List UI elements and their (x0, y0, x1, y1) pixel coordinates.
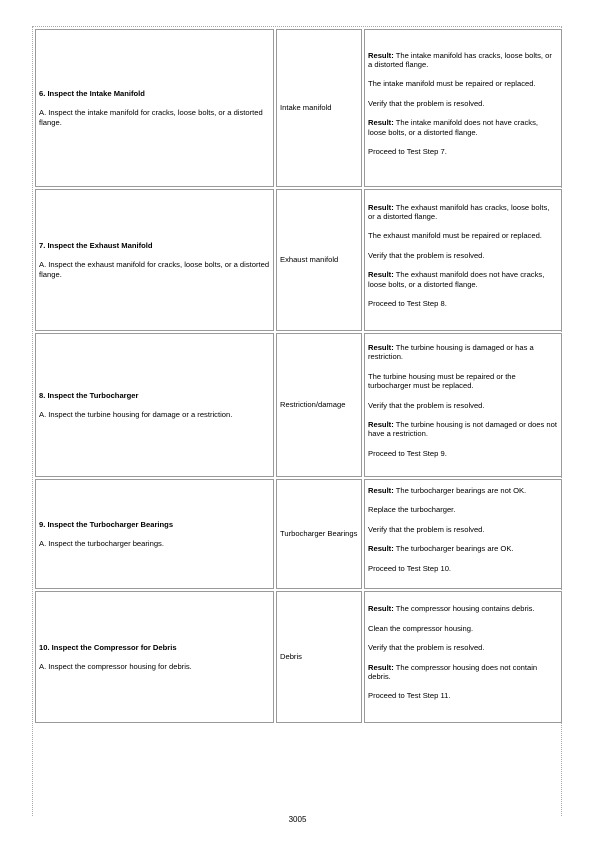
corrective-action: The turbine housing must be repaired or the turbocharger must be replaced. (368, 371, 516, 391)
result-label: Result: (368, 118, 394, 128)
results-cell (364, 479, 562, 589)
test-cell: Intake manifold (276, 29, 362, 187)
fail-result: Result: The compressor housing contains debris. (368, 604, 535, 614)
verify-text: Verify that the problem is resolved. (368, 643, 485, 653)
verify-text: Verify that the problem is resolved. (368, 98, 485, 108)
result-label: Result: (368, 50, 394, 60)
verify-text: Verify that the problem is resolved. (368, 400, 485, 410)
proceed-text: Proceed to Test Step 8. (368, 299, 447, 309)
step-description: A. Inspect the turbine housing for damage or a restriction. (39, 410, 233, 419)
step-description: A. Inspect the compressor housing for debris. (39, 662, 192, 671)
corrective-action: Replace the turbocharger. (368, 505, 456, 515)
test-cell: Debris (276, 591, 362, 723)
proceed-text: Proceed to Test Step 7. (368, 147, 447, 157)
verify-text: Verify that the problem is resolved. (368, 524, 485, 534)
step-cell (35, 479, 274, 589)
result-label: Result: (368, 202, 394, 212)
result-label: Result: (368, 342, 394, 352)
step-cell (35, 333, 274, 477)
fail-result: Result: The turbine housing is damaged or has a restriction. (368, 342, 534, 362)
step-cell (35, 189, 274, 331)
results-cell (364, 189, 562, 331)
page-number: 3005 (288, 815, 307, 824)
test-cell: Turbocharger Bearings (276, 479, 362, 589)
verify-text: Verify that the problem is resolved. (368, 250, 485, 260)
table-row (35, 29, 562, 187)
test-cell: Exhaust manifold (276, 189, 362, 331)
table-row (35, 189, 562, 331)
table-row (35, 333, 562, 477)
proceed-text: Proceed to Test Step 10. (368, 563, 452, 573)
corrective-action: The exhaust manifold must be repaired or replaced. (368, 231, 542, 241)
ok-result: Result: The turbocharger bearings are OK. (368, 544, 514, 554)
step-title: 9. Inspect the Turbocharger Bearings (39, 519, 174, 529)
ok-result: Result: The compressor housing does not contain debris. (368, 662, 538, 681)
result-label: Result: (368, 604, 394, 614)
table-row (35, 591, 562, 723)
result-label: Result: (368, 544, 394, 554)
fail-result: Result: The turbocharger bearings are not OK. (368, 485, 527, 495)
result-label: Result: (368, 419, 394, 429)
table-row (35, 479, 562, 589)
test-cell: Restriction/damage (276, 333, 362, 477)
step-title: 10. Inspect the Compressor for Debris (39, 642, 177, 652)
results-cell (364, 333, 562, 477)
results-cell (364, 29, 562, 187)
ok-result: Result: The intake manifold does not have cracks, loose bolts, or a distorted flange. (368, 118, 538, 137)
step-title: 6. Inspect the Intake Manifold (39, 88, 145, 98)
fail-result: Result: The intake manifold has cracks, loose bolts, or a distorted flange. (368, 50, 552, 69)
proceed-text: Proceed to Test Step 9. (368, 448, 447, 458)
result-label: Result: (368, 485, 394, 495)
step-cell (35, 29, 274, 187)
step-description: A. Inspect the intake manifold for cracks, loose bolts, or a distorted flange. (39, 108, 263, 127)
ok-result: Result: The turbine housing is not damaged or does not have a restriction. (368, 419, 557, 439)
troubleshooting-table (33, 27, 564, 725)
result-label: Result: (368, 270, 394, 280)
step-description: A. Inspect the turbocharger bearings. (39, 539, 164, 548)
step-title: 8. Inspect the Turbocharger (39, 390, 139, 400)
step-description: A. Inspect the exhaust manifold for cracks, loose bolts, or a distorted flange. (39, 260, 270, 279)
step-title: 7. Inspect the Exhaust Manifold (39, 240, 153, 250)
fail-result: Result: The exhaust manifold has cracks, loose bolts, or a distorted flange. (368, 202, 550, 221)
result-label: Result: (368, 662, 394, 672)
proceed-text: Proceed to Test Step 11. (368, 691, 451, 701)
corrective-action: Clean the compressor housing. (368, 623, 474, 633)
step-cell (35, 591, 274, 723)
results-cell (364, 591, 562, 723)
ok-result: Result: The exhaust manifold does not have cracks, loose bolts, or a distorted flange. (368, 270, 545, 289)
corrective-action: The intake manifold must be repaired or replaced. (368, 79, 536, 89)
